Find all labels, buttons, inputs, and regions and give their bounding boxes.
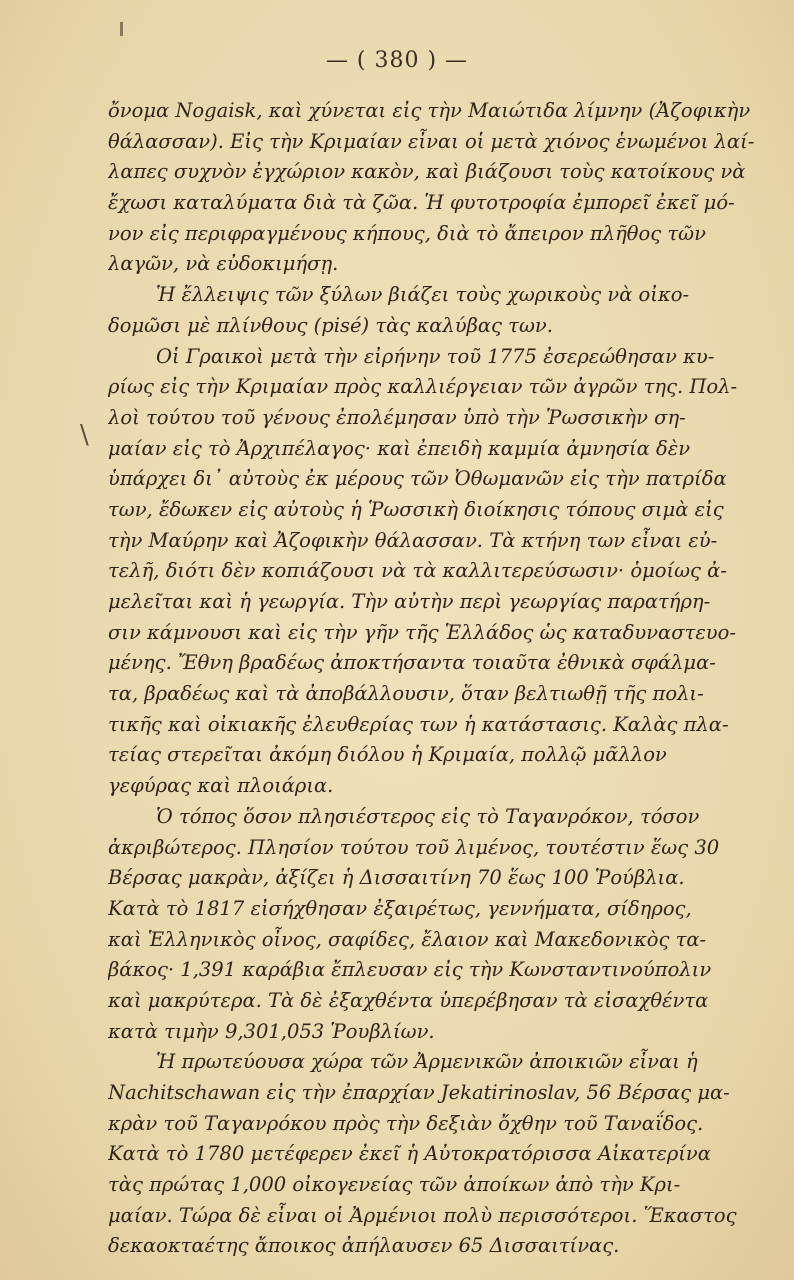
- paragraph: [108, 802, 778, 1048]
- text-line: μαίαν. Τώρα δὲ εἶναι οἱ Ἀρμένιοι πολὺ περισσότεροι. Ἕκαστος: [108, 1203, 737, 1227]
- paragraph: [108, 280, 778, 341]
- text-line: Βέρσας μακρὰν, ἀξίζει ἡ Δισσαιτίνη 70 ἕως 100 Ῥούβλια.: [108, 866, 685, 890]
- paragraph: [108, 1047, 778, 1262]
- text-line: τὰς πρώτας 1,000 οἰκογενείας τῶν ἀποίκων ἀπὸ τὴν Κρι-: [108, 1173, 681, 1197]
- text-line: Κατὰ τὸ 1780 μετέφερεν ἐκεῖ ἡ Αὐτοκρατόρισσα Αἰκατερίνα: [108, 1142, 711, 1166]
- text-line: τείας στερεῖται ἀκόμη διόλου ἡ Κριμαία, πολλῷ μᾶλλον: [108, 743, 667, 767]
- text-line: λοὶ τούτου τοῦ γένους ἐπολέμησαν ὑπὸ τὴν Ῥωσσικὴν ση-: [108, 405, 686, 429]
- text-line: δεκαοκταέτης ἄποικος ἀπήλαυσεν 65 Δισσαιτίνας.: [108, 1234, 620, 1258]
- text-line: βάκος· 1,391 καράβια ἔπλευσαν εἰς τὴν Κωνσταντινούπολιν: [108, 958, 712, 982]
- text-line: σιν κάμνουσι καὶ εἰς τὴν γῆν τῆς Ἑλλάδος ὡς καταδυναστευο-: [108, 620, 736, 644]
- text-line: θάλασσαν). Εἰς τὴν Κριμαίαν εἶναι οἱ μετὰ χιόνος ἑνωμένοι λαί-: [108, 129, 755, 153]
- text-line: Nachitschawan εἰς τὴν ἐπαρχίαν Jekatirinoslav, 56 Βέρσας μα-: [108, 1081, 730, 1104]
- page-number-header: — ( 380 ) —: [325, 48, 469, 73]
- text-line: κατὰ τιμὴν 9,301,053 Ῥουβλίων.: [108, 1019, 435, 1043]
- text-line: ρίως εἰς τὴν Κριμαίαν πρὸς καλλιέργειαν τῶν ἀγρῶν της. Πολ-: [108, 375, 738, 399]
- text-line: μελεῖται καὶ ἡ γεωργία. Τὴν αὐτὴν περὶ γεωργίας παρατήρη-: [108, 590, 711, 613]
- text-line: μαίαν εἰς τὸ Ἀρχιπέλαγος· καὶ ἐπειδὴ καμμία ἀμνησία δὲν: [108, 436, 691, 460]
- text-line: τελῆ, διότι δὲν κοπιάζουσι νὰ τὰ καλλιτερεύσωσιν· ὁμοίως ἀ-: [108, 559, 727, 583]
- text-line: λαγῶν, νὰ εὐδοκιμήσῃ.: [108, 252, 339, 276]
- text-line: λαπες συχνὸν ἐγχώριον κακὸν, καὶ βιάζουσι τοὺς κατοίκους νὰ: [108, 160, 746, 184]
- text-line: καὶ Ἑλληνικὸς οἶνος, σαφίδες, ἔλαιον καὶ Μακεδονικὸς τα-: [108, 927, 707, 951]
- text-line: Ἡ ἔλλειψις τῶν ξύλων βιάζει τοὺς χωρικοὺς νὰ οἰκο-: [156, 283, 690, 307]
- text-line: μένης. Ἔθνη βραδέως ἀποκτήσαντα τοιαῦτα ἐθνικὰ σφάλμα-: [108, 651, 716, 675]
- text-line: γεφύρας καὶ πλοιάρια.: [108, 774, 334, 798]
- text-line: καὶ μακρύτερα. Τὰ δὲ ἐξαχθέντα ὑπερέβησαν τὰ εἰσαχθέντα: [108, 988, 709, 1012]
- ink-speck: [120, 22, 123, 36]
- text-line: ὑπάρχει δι᾽ αὐτοὺς ἐκ μέρους τῶν Ὀθωμανῶν εἰς τὴν πατρίδα: [108, 467, 727, 491]
- text-line: κρὰν τοῦ Ταγανρόκου πρὸς τὴν δεξιὰν ὄχθην τοῦ Ταναΐδος.: [108, 1111, 704, 1135]
- text-line: Οἱ Γραικοὶ μετὰ τὴν εἰρήνην τοῦ 1775 ἐσερεώθησαν κυ-: [156, 344, 715, 368]
- body-text: [108, 96, 778, 1262]
- text-line: Κατὰ τὸ 1817 εἰσήχθησαν ἐξαιρέτως, γεννήματα, σίδηρος,: [108, 896, 692, 920]
- text-line: ὄνομα Nogaisk, καὶ χύνεται εἰς τὴν Μαιώτιδα λίμνην (Ἀζοφικὴν: [108, 99, 751, 122]
- margin-bracket-mark: \: [80, 420, 89, 450]
- text-line: ἀκριβώτερος. Πλησίον τούτου τοῦ λιμένος, τουτέστιν ἕως 30: [108, 835, 720, 859]
- paragraph: [108, 342, 778, 802]
- text-line: ἔχωσι καταλύματα διὰ τὰ ζῶα. Ἡ φυτοτροφία ἐμπορεῖ ἐκεῖ μό-: [108, 191, 735, 215]
- text-line: Ὁ τόπος ὅσον πλησιέστερος εἰς τὸ Ταγανρόκον, τόσον: [156, 804, 700, 828]
- text-line: δομῶσι μὲ πλίνθους (pisé) τὰς καλύβας των.: [108, 313, 553, 337]
- paragraph: [108, 96, 778, 280]
- text-line: των, ἔδωκεν εἰς αὐτοὺς ἡ Ῥωσσικὴ διοίκησις τόπους σιμὰ εἰς: [108, 497, 724, 521]
- text-line: Ἡ πρωτεύουσα χώρα τῶν Ἀρμενικῶν ἀποικιῶν εἶναι ἡ: [156, 1050, 698, 1074]
- text-line: τικῆς καὶ οἰκιακῆς ἐλευθερίας των ἡ κατάστασις. Καλὰς πλα-: [108, 712, 729, 736]
- text-line: νον εἰς περιφραγμένους κήπους, διὰ τὸ ἄπειρον πλῆθος τῶν: [108, 221, 706, 245]
- text-line: τα, βραδέως καὶ τὰ ἀποβάλλουσιν, ὅταν βελτιωθῇ τῆς πολι-: [108, 682, 704, 706]
- text-line: τὴν Μαύρην καὶ Ἀζοφικὴν θάλασσαν. Τὰ κτήνη των εἶναι εὐ-: [108, 528, 718, 552]
